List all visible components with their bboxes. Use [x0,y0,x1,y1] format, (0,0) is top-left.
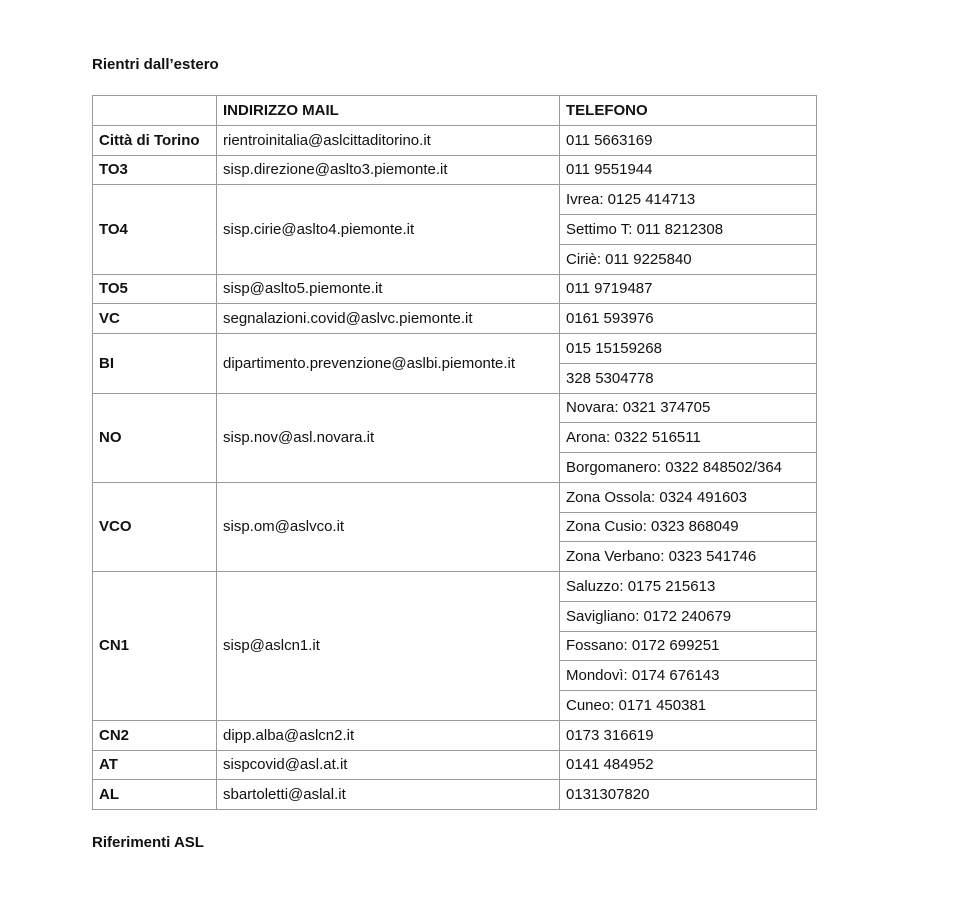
phone-cell: 0173 316619 [560,720,817,750]
email-cell: segnalazioni.covid@aslvc.piemonte.it [217,304,560,334]
phone-cell: Borgomanero: 0322 848502/364 [560,453,817,483]
document-title: Rientri dall’estero [92,56,219,73]
email-cell: rientroinitalia@aslcittaditorino.it [217,125,560,155]
phone-cell: Savigliano: 0172 240679 [560,601,817,631]
asl-name-cell: AL [93,780,217,810]
header-email: INDIRIZZO MAIL [217,96,560,126]
asl-name-cell: CN2 [93,720,217,750]
phone-cell: 011 5663169 [560,125,817,155]
phone-cell: 0141 484952 [560,750,817,780]
phone-cell: 328 5304778 [560,363,817,393]
asl-contacts-table [92,95,817,810]
table-row [93,185,817,215]
email-cell: sisp.direzione@aslto3.piemonte.it [217,155,560,185]
table-row [93,274,817,304]
table-row [93,125,817,155]
email-cell: sisp.cirie@aslto4.piemonte.it [217,185,560,274]
asl-name-cell: BI [93,334,217,394]
asl-name-cell: TO5 [93,274,217,304]
asl-name-cell: CN1 [93,572,217,721]
asl-name-cell: VC [93,304,217,334]
email-cell: sisp@aslcn1.it [217,572,560,721]
header-asl [93,96,217,126]
table-row [93,393,817,423]
table-row [93,482,817,512]
table-row [93,155,817,185]
asl-name-cell: AT [93,750,217,780]
phone-cell: 011 9551944 [560,155,817,185]
table-row [93,720,817,750]
phone-cell: Mondovì: 0174 676143 [560,661,817,691]
phone-cell: Zona Cusio: 0323 868049 [560,512,817,542]
table-row [93,304,817,334]
table-row [93,780,817,810]
table-body [93,125,817,809]
table-row [93,334,817,364]
asl-name-cell: TO3 [93,155,217,185]
email-cell: sbartoletti@aslal.it [217,780,560,810]
asl-name-cell: TO4 [93,185,217,274]
phone-cell: Settimo T: 011 8212308 [560,215,817,245]
table-row [93,750,817,780]
email-cell: sispcovid@asl.at.it [217,750,560,780]
table-row [93,572,817,602]
table-header-row [93,96,817,126]
phone-cell: Fossano: 0172 699251 [560,631,817,661]
email-cell: dipp.alba@aslcn2.it [217,720,560,750]
phone-cell: Cuneo: 0171 450381 [560,691,817,721]
phone-cell: 011 9719487 [560,274,817,304]
header-phone: TELEFONO [560,96,817,126]
email-cell: sisp.nov@asl.novara.it [217,393,560,482]
phone-cell: Arona: 0322 516511 [560,423,817,453]
email-cell: sisp.om@aslvco.it [217,482,560,571]
phone-cell: Novara: 0321 374705 [560,393,817,423]
phone-cell: 0161 593976 [560,304,817,334]
phone-cell: 015 15159268 [560,334,817,364]
phone-cell: Ciriè: 011 9225840 [560,244,817,274]
phone-cell: Ivrea: 0125 414713 [560,185,817,215]
email-cell: sisp@aslto5.piemonte.it [217,274,560,304]
phone-cell: Zona Verbano: 0323 541746 [560,542,817,572]
asl-name-cell: NO [93,393,217,482]
phone-cell: 0131307820 [560,780,817,810]
asl-name-cell: VCO [93,482,217,571]
asl-name-cell: Città di Torino [93,125,217,155]
phone-cell: Zona Ossola: 0324 491603 [560,482,817,512]
table-caption: Riferimenti ASL [92,834,204,851]
email-cell: dipartimento.prevenzione@aslbi.piemonte.it [217,334,560,394]
phone-cell: Saluzzo: 0175 215613 [560,572,817,602]
